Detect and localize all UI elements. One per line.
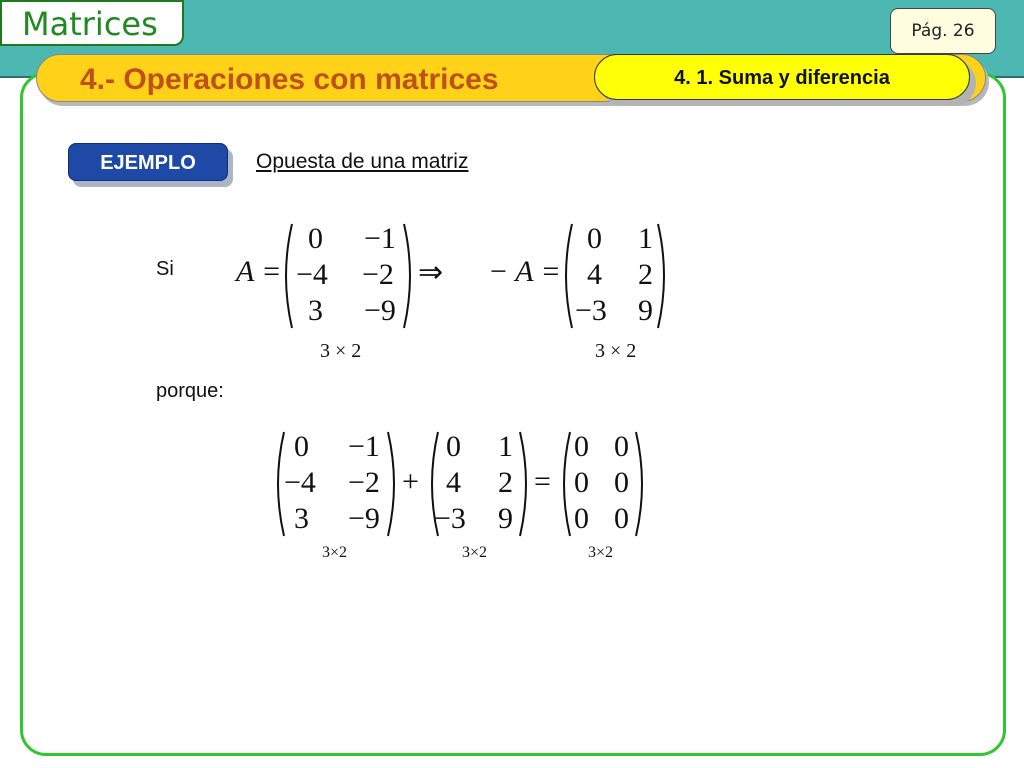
sum-matrix3-cell: 0 xyxy=(574,466,589,499)
matrix-negA-cell: 9 xyxy=(638,294,653,327)
sum-matrix3-left-paren xyxy=(556,430,572,538)
matrix-negA-label: − A = xyxy=(488,255,561,288)
matrix-A-label: A = xyxy=(236,255,282,288)
matrix-A-cell: −1 xyxy=(364,222,396,255)
sum-matrix2-cell: 9 xyxy=(498,502,513,535)
sum-matrix1-right-paren xyxy=(386,430,402,538)
matrix-A-cell: 3 xyxy=(308,294,323,327)
sum-matrix1-cell: 3 xyxy=(294,502,309,535)
sum-matrix3-cell: 0 xyxy=(574,430,589,463)
matrix-negA-left-paren xyxy=(558,222,574,330)
sum-matrix2-cell: 1 xyxy=(498,430,513,463)
sum-matrix2-cell: 2 xyxy=(498,466,513,499)
sum-matrix3-cell: 0 xyxy=(614,466,629,499)
sum-matrix1-cell: −1 xyxy=(348,430,380,463)
sum-matrix2-cell: 4 xyxy=(446,466,461,499)
dimension-negA: 3 × 2 xyxy=(595,340,637,362)
sum-matrix2-cell: 0 xyxy=(446,430,461,463)
sum-matrix3-cell: 0 xyxy=(614,430,629,463)
sum-matrix2-cell: −3 xyxy=(434,502,466,535)
sum-matrix1-cell: 0 xyxy=(294,430,309,463)
sum-matrix1-cell: −9 xyxy=(348,502,380,535)
matrix-A-left-paren xyxy=(278,222,294,330)
dimension-A: 3 × 2 xyxy=(320,340,362,362)
matrix-A-cell: −4 xyxy=(296,258,328,291)
sum-matrix2-right-paren xyxy=(518,430,534,538)
page-number: Pág. 26 xyxy=(890,8,996,54)
dimension-sum-matrix3: 3×2 xyxy=(588,544,614,561)
matrix-negA-cell: 4 xyxy=(587,258,602,291)
dimension-sum-matrix2: 3×2 xyxy=(462,544,488,561)
matrix-negA-right-paren xyxy=(656,222,672,330)
matrix-negA-cell: 2 xyxy=(638,258,653,291)
example-heading: Opuesta de una matriz xyxy=(256,150,469,173)
implies-symbol: ⇒ xyxy=(418,256,444,289)
page-title: 4.- Operaciones con matrices xyxy=(80,63,499,96)
sum-matrix1-cell: −4 xyxy=(284,466,316,499)
sum-matrix1-cell: −2 xyxy=(348,466,380,499)
sum-matrix3-right-paren xyxy=(634,430,650,538)
matrix-A-right-paren xyxy=(402,222,418,330)
dimension-sum-matrix1: 3×2 xyxy=(322,544,348,561)
matrix-negA-cell: 0 xyxy=(587,222,602,255)
section-tab: 4. 1. Suma y diferencia xyxy=(594,54,970,100)
matrix-negA-cell: −3 xyxy=(575,294,607,327)
si-label: Si xyxy=(156,258,174,280)
example-badge: EJEMPLO xyxy=(68,143,228,181)
plus-sign: + xyxy=(402,465,419,498)
matrix-negA-cell: 1 xyxy=(638,222,653,255)
sum-matrix3-cell: 0 xyxy=(614,502,629,535)
matrix-A-cell: −9 xyxy=(364,294,396,327)
porque-label: porque: xyxy=(156,380,224,402)
brand-label: Matrices xyxy=(0,0,184,46)
matrix-A-cell: 0 xyxy=(308,222,323,255)
sum-matrix3-cell: 0 xyxy=(574,502,589,535)
equals-sign: = xyxy=(534,465,551,498)
matrix-A-cell: −2 xyxy=(362,258,394,291)
